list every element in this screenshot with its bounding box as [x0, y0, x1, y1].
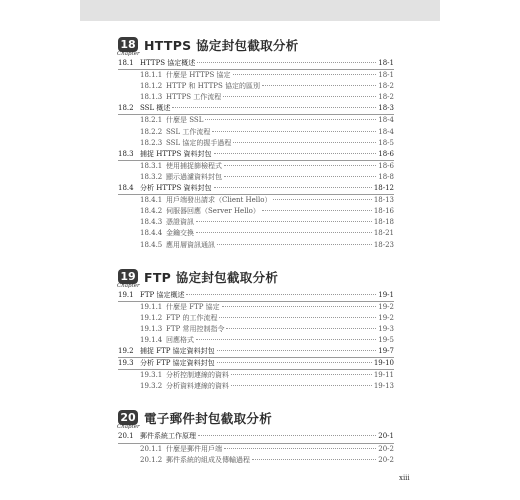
chapter-badge: [118, 269, 138, 290]
entry-page-number: 18-2: [378, 93, 394, 102]
entry-number: 18.1.2: [140, 82, 163, 91]
chapter-heading: [118, 32, 394, 58]
dot-leader: [186, 294, 376, 295]
subsection-entry[interactable]: [118, 92, 394, 103]
subsection-entry[interactable]: [118, 240, 394, 251]
entry-page-number: 19-1: [378, 290, 394, 299]
entry-title: 憑證資訊: [166, 218, 194, 227]
chapter-badge: [118, 37, 138, 58]
dot-leader: [205, 119, 376, 120]
subsection-entry[interactable]: [118, 172, 394, 183]
entry-page-number: 20-2: [378, 455, 394, 464]
entry-number: 19.1.4: [140, 335, 163, 344]
entry-number: 20.1.1: [140, 444, 163, 453]
dot-leader: [252, 459, 376, 460]
top-band: [80, 0, 440, 21]
section-entry[interactable]: [118, 431, 394, 442]
entry-number: 19.1.3: [140, 324, 163, 333]
subsection-entry[interactable]: [118, 228, 394, 239]
chapter: [118, 32, 394, 251]
dot-leader: [233, 142, 376, 143]
entry-title: 使用捕捉篩檢程式: [166, 161, 222, 170]
entry-number: 18.3.2: [140, 172, 163, 181]
chapter-word: Chapter: [117, 282, 140, 289]
subsection-entry[interactable]: [118, 81, 394, 92]
entry-title: FTP 協定概述: [140, 290, 185, 299]
entry-title: 分析 FTP 協定資料封包: [140, 359, 215, 368]
entry-title: SSL 協定的握手過程: [166, 138, 232, 147]
entry-number: 18.2.3: [140, 138, 163, 147]
subsection-entry[interactable]: [118, 381, 394, 392]
section-entry[interactable]: [118, 103, 394, 114]
entry-page-number: 20-2: [378, 444, 394, 453]
entry-number: 18.2.2: [140, 127, 163, 136]
dot-leader: [273, 199, 371, 200]
entry-title: SSL 概述: [140, 104, 171, 113]
entry-title: HTTPS 協定概述: [140, 59, 196, 67]
dot-leader: [214, 187, 372, 188]
section-entry[interactable]: [118, 58, 394, 69]
entry-number: 19.3: [118, 359, 134, 368]
entry-page-number: 18-4: [378, 116, 394, 125]
chapter-word: Chapter: [117, 51, 140, 57]
entry-title: 什麼是 SSL: [166, 116, 204, 125]
entry-number: 19.2: [118, 347, 134, 356]
entry-page-number: 18-18: [373, 218, 394, 227]
subsection-entry[interactable]: [118, 115, 394, 126]
entry-page-number: 18-13: [373, 196, 394, 205]
entry-page-number: 19-10: [373, 359, 394, 368]
entry-page-number: 19-2: [378, 302, 394, 311]
dot-leader: [226, 328, 376, 329]
entry-title: 金鑰交換: [166, 229, 194, 238]
subsection-entry[interactable]: [118, 335, 394, 346]
entry-page-number: 19-13: [373, 382, 394, 391]
section-entry[interactable]: [118, 183, 394, 194]
entry-title: 分析資料連線的資料: [166, 382, 229, 391]
dot-leader: [224, 165, 376, 166]
entry-title: 用戶端發出請求（Client Hello）: [166, 196, 272, 205]
entry-title: 什麼是郵件用戶端: [166, 444, 222, 453]
entry-page-number: 18-1: [378, 59, 394, 67]
entry-page-number: 18-6: [378, 149, 394, 158]
subsection-entry[interactable]: [118, 313, 394, 324]
entry-page-number: 18-1: [378, 71, 394, 80]
entry-title: 什麼是 HTTPS 協定: [166, 71, 231, 80]
entry-number: 19.1.2: [140, 313, 163, 322]
entry-number: 18.3.1: [140, 161, 163, 170]
section-entry[interactable]: [118, 358, 394, 369]
subsection-entry[interactable]: [118, 302, 394, 313]
subsection-entry[interactable]: [118, 161, 394, 172]
dot-leader: [262, 85, 376, 86]
dot-leader: [197, 62, 376, 63]
dot-leader: [233, 74, 377, 75]
entry-page-number: 18-21: [373, 229, 394, 238]
chapter-heading: [118, 264, 394, 290]
chapter-number: 19: [118, 269, 138, 284]
entry-title: 回應格式: [166, 335, 194, 344]
entry-title: 分析 HTTPS 資料封包: [140, 184, 212, 193]
entry-page-number: 18-4: [378, 127, 394, 136]
entry-number: 20.1.2: [140, 455, 163, 464]
entry-title: 顯示過濾資料封包: [166, 172, 222, 181]
entry-page-number: 18-3: [378, 104, 394, 113]
entry-title: 捕捉 FTP 協定資料封包: [140, 347, 215, 356]
entry-page-number: 18-16: [373, 207, 394, 216]
entry-title: FTP 常用控制指令: [166, 324, 225, 333]
entry-page-number: 19-5: [378, 335, 394, 344]
subsection-entry[interactable]: [118, 324, 394, 335]
entry-page-number: 19-11: [373, 371, 394, 380]
dot-leader: [196, 232, 372, 233]
entry-number: 18.4.5: [140, 240, 163, 249]
chapter: [118, 264, 394, 393]
chapter-title: FTP 協定封包截取分析: [144, 269, 279, 285]
dot-leader: [224, 176, 376, 177]
entry-page-number: 18-5: [378, 138, 394, 147]
dot-leader: [219, 317, 376, 318]
section-entry[interactable]: [118, 290, 394, 301]
dot-leader: [214, 153, 377, 154]
chapter-number: 18: [118, 37, 138, 52]
entry-page-number: 18-12: [373, 184, 394, 193]
dot-leader: [231, 385, 372, 386]
dot-leader: [217, 350, 377, 351]
dot-leader: [172, 107, 376, 108]
entry-number: 18.2: [118, 104, 134, 113]
section-entry[interactable]: [118, 149, 394, 160]
table-of-contents: [118, 32, 394, 468]
entry-number: 18.3: [118, 149, 134, 158]
dot-leader: [198, 435, 376, 436]
entry-number: 19.3.2: [140, 382, 163, 391]
entry-page-number: 19-2: [378, 313, 394, 322]
entry-page-number: 19-3: [378, 324, 394, 333]
entry-number: 18.4.2: [140, 207, 163, 216]
subsection-entry[interactable]: [118, 444, 394, 455]
subsection-entry[interactable]: [118, 455, 394, 466]
dot-leader: [196, 221, 372, 222]
entry-number: 19.1.1: [140, 302, 163, 311]
entry-number: 18.4.1: [140, 196, 163, 205]
entry-page-number: 18-23: [373, 240, 394, 249]
subsection-entry[interactable]: [118, 217, 394, 228]
entry-number: 18.1.1: [140, 71, 163, 80]
dot-leader: [223, 96, 376, 97]
subsection-entry[interactable]: [118, 138, 394, 149]
entry-number: 18.4.3: [140, 218, 163, 227]
entry-title: 伺服器回應（Server Hello）: [166, 207, 260, 216]
entry-title: 應用層資訊通訊: [166, 240, 215, 249]
dot-leader: [196, 339, 376, 340]
subsection-entry[interactable]: [118, 206, 394, 217]
entry-number: 18.4.4: [140, 229, 163, 238]
entry-title: FTP 的工作流程: [166, 313, 218, 322]
dot-leader: [224, 448, 376, 449]
subsection-entry[interactable]: [118, 70, 394, 81]
entry-title: 捕捉 HTTPS 資料封包: [140, 149, 212, 158]
dot-leader: [262, 210, 372, 211]
chapter-word: Chapter: [117, 424, 140, 431]
subsection-entry[interactable]: [118, 127, 394, 138]
entry-number: 18.1.3: [140, 93, 163, 102]
entry-title: 郵件系統工作原理: [140, 432, 196, 441]
chapter-heading: [118, 405, 394, 431]
entry-title: 分析控制連線的資料: [166, 371, 229, 380]
entry-page-number: 18-6: [378, 161, 394, 170]
entry-page-number: 19-7: [378, 347, 394, 356]
chapter: [118, 405, 394, 465]
chapter-number: 20: [118, 410, 138, 425]
section-entry[interactable]: [118, 346, 394, 357]
subsection-entry[interactable]: [118, 195, 394, 206]
subsection-entry[interactable]: [118, 370, 394, 381]
dot-leader: [217, 244, 372, 245]
entry-page-number: 18-2: [378, 82, 394, 91]
entry-number: 20.1: [118, 432, 134, 441]
dot-leader: [212, 131, 376, 132]
entry-page-number: 20-1: [378, 432, 394, 441]
entry-number: 18.2.1: [140, 116, 163, 125]
entry-number: 18.4: [118, 184, 134, 193]
entry-number: 19.1: [118, 290, 134, 299]
entry-title: 什麼是 FTP 協定: [166, 302, 220, 311]
entry-title: HTTPS 工作流程: [166, 93, 222, 102]
entry-number: 18.1: [118, 59, 134, 67]
entry-title: HTTP 和 HTTPS 協定的區別: [166, 82, 261, 91]
chapter-badge: [118, 410, 138, 431]
chapter-title: 電子郵件封包截取分析: [144, 411, 273, 427]
dot-leader: [217, 362, 372, 363]
dot-leader: [222, 306, 377, 307]
dot-leader: [231, 374, 372, 375]
entry-page-number: 18-8: [378, 172, 394, 181]
chapter-title: HTTPS 協定封包截取分析: [144, 38, 299, 53]
entry-title: SSL 工作流程: [166, 127, 211, 136]
entry-title: 郵件系統的組成及傳輸過程: [166, 455, 250, 464]
entry-number: 19.3.1: [140, 371, 163, 380]
page-number: xiii: [399, 474, 410, 482]
